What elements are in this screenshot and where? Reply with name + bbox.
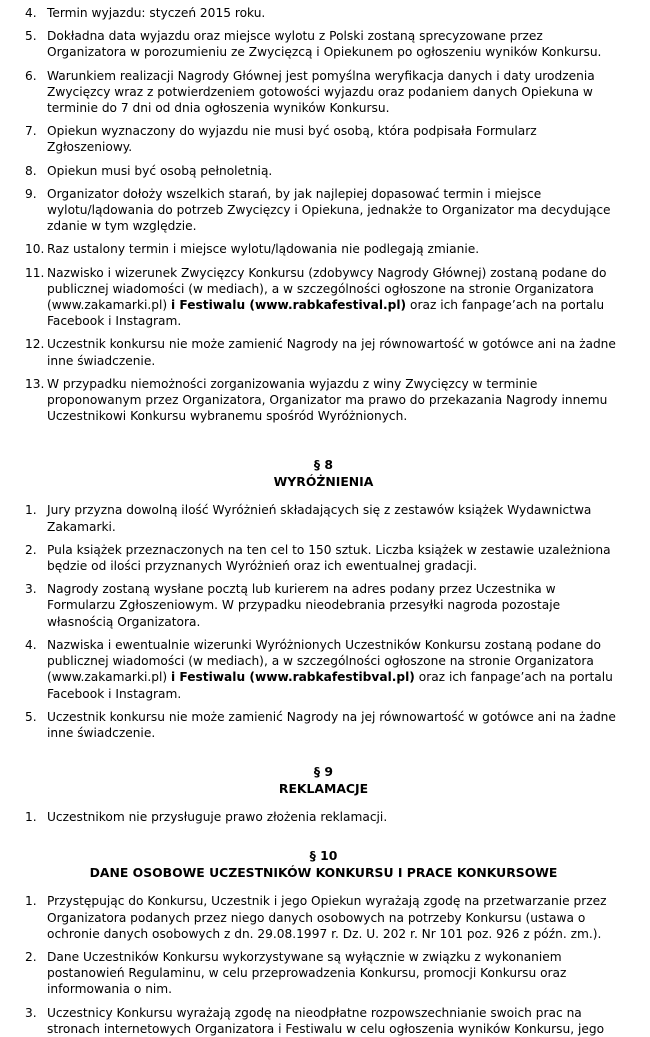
item-text: Uczestnik konkursu nie może zamienić Nagrody na jej równowartość w gotówce ani na żadne inne świadczenie. bbox=[47, 337, 616, 368]
item-number: 13. bbox=[25, 376, 45, 391]
item-text: Opiekun musi być osobą pełnoletnią. bbox=[47, 163, 273, 178]
section-title: WYRÓŻNIENIA bbox=[273, 474, 374, 490]
item-text: Uczestnicy Konkursu wyrażają zgodę na nieodpłatne rozpowszechnianie swoich prac na stronach internetowych Organizatora i Festiwalu w celu ogłoszenia wyników Konkursu, jego bbox=[47, 1005, 605, 1036]
section-number: § 10 bbox=[309, 848, 338, 864]
item-text: Nagrody zostaną wysłane pocztą lub kurierem na adres podany przez Uczestnika w Formularzu Zgłoszeniowym. W przypadku nieodebrania przesyłki nagroda pozostaje własnością Organizatora. bbox=[47, 582, 561, 629]
section-number: § 8 bbox=[313, 457, 334, 473]
item-text bbox=[47, 637, 622, 702]
item-number: 12. bbox=[25, 337, 45, 352]
list-item bbox=[25, 542, 622, 574]
list-item bbox=[25, 186, 622, 235]
item-text bbox=[47, 265, 622, 330]
item-number: 3. bbox=[25, 1005, 37, 1020]
item-text: Organizator dołoży wszelkich starań, by jak najlepiej dopasować termin i miejsce wylotu/lądowania do potrzeb Zwycięzcy i Opiekuna, jednakże to Organizator ma decydujące zdanie w tym względzie. bbox=[47, 186, 611, 234]
item-text: Uczestnikom nie przysługuje prawo złożenia reklamacji. bbox=[47, 810, 388, 825]
item-number: 4. bbox=[25, 6, 37, 20]
item-number: 9. bbox=[25, 186, 37, 201]
list-item bbox=[25, 28, 622, 60]
item-text: Termin wyjazdu: styczeń 2015 roku. bbox=[47, 6, 266, 20]
item-text: Jury przyzna dowolną ilość Wyróżnień składających się z zestawów książek Wydawnictwa Zakamarki. bbox=[47, 503, 592, 534]
item-number: 6. bbox=[25, 68, 37, 83]
item-number: 2. bbox=[25, 542, 37, 557]
item-number: 8. bbox=[25, 163, 37, 178]
list-item bbox=[25, 163, 622, 179]
item-number: 7. bbox=[25, 124, 37, 139]
item-text-part: oraz ich fanpage’ach na portalu Facebook i Instagram. bbox=[47, 298, 605, 329]
list-item bbox=[25, 265, 622, 330]
list-item bbox=[25, 502, 622, 534]
list-item bbox=[25, 893, 622, 942]
item-text-part: oraz ich fanpage’ach na portalu Facebook i Instagram. bbox=[47, 670, 613, 701]
item-number: 1. bbox=[25, 810, 37, 825]
list-item bbox=[25, 376, 622, 425]
personal-data-list bbox=[25, 893, 622, 1037]
item-text: Raz ustalony termin i miejsce wylotu/lądowania nie podlegają zmianie. bbox=[47, 242, 480, 257]
list-item bbox=[25, 1005, 622, 1037]
list-item bbox=[25, 123, 622, 155]
item-number: 11. bbox=[25, 265, 45, 280]
section-number: § 9 bbox=[313, 764, 334, 780]
complaints-list bbox=[25, 809, 622, 825]
festival-link-text: i Festiwalu (www.rabkafestibval.pl) bbox=[171, 670, 415, 685]
item-number: 2. bbox=[25, 949, 37, 964]
item-text-part: Nazwisko i wizerunek Zwycięzcy Konkursu (zdobywcy Nagrody Głównej) zostaną podane do publicznej wiadomości (w mediach), a w szczególności ogłoszone na stronie Organizatora (www.zakamarki.pl) bbox=[47, 265, 607, 313]
item-number: 1. bbox=[25, 894, 37, 909]
list-item bbox=[25, 637, 622, 702]
list-item bbox=[25, 709, 622, 741]
item-text: Dane Uczestników Konkursu wykorzystywane są wyłącznie w związku z wykonaniem postanowień Regulaminu, w celu przeprowadzenia Konkursu, promocji Konkursu oraz informowania o nim. bbox=[47, 949, 567, 997]
list-item bbox=[25, 581, 622, 630]
list-item bbox=[25, 5, 622, 21]
item-text: Dokładna data wyjazdu oraz miejsce wylotu z Polski zostaną sprecyzowane przez Organizatora w porozumieniu ze Zwycięzcą i Opiekunem po ogłoszeniu wyników Konkursu. bbox=[47, 29, 602, 60]
item-number: 5. bbox=[25, 709, 37, 724]
prize-list bbox=[25, 5, 622, 424]
item-text: Opiekun wyznaczony do wyjazdu nie musi być osobą, która podpisała Formularz Zgłoszeniowy. bbox=[47, 124, 537, 155]
list-item bbox=[25, 336, 622, 368]
item-text: Przystępując do Konkursu, Uczestnik i jego Opiekun wyrażają zgodę na przetwarzanie przez Organizatora podanych przez niego danych osobowych na potrzeby Konkursu (ustawa o ochronie danych osobowych z dn. 29.08.1997 r. Dz. U. 202 r. Nr 101 poz. 926 z późn. zm.). bbox=[47, 894, 607, 941]
list-item bbox=[25, 809, 622, 825]
list-item bbox=[25, 68, 622, 117]
item-number: 3. bbox=[25, 582, 37, 597]
item-number: 4. bbox=[25, 637, 37, 652]
list-item bbox=[25, 241, 622, 257]
item-number: 1. bbox=[25, 503, 37, 518]
festival-link-text: i Festiwalu (www.rabkafestival.pl) bbox=[171, 298, 407, 313]
item-text: Uczestnik konkursu nie może zamienić Nagrody na jej równowartość w gotówce ani na żadne inne świadczenie. bbox=[47, 709, 616, 740]
item-number: 10. bbox=[25, 242, 45, 257]
section-title: DANE OSOBOWE UCZESTNIKÓW KONKURSU I PRACE KONKURSOWE bbox=[89, 865, 558, 881]
item-number: 5. bbox=[25, 29, 37, 44]
list-item bbox=[25, 949, 622, 998]
section-title: REKLAMACJE bbox=[278, 781, 369, 797]
awards-list bbox=[25, 502, 622, 741]
item-text-part: Nazwiska i ewentualnie wizerunki Wyróżnionych Uczestników Konkursu zostaną podane do publicznej wiadomości (w mediach), a w szczególności ogłoszone na stronie Organizatora (www.zakamarki.pl) bbox=[47, 637, 601, 685]
item-text: Warunkiem realizacji Nagrody Głównej jest pomyślna weryfikacja danych i daty urodzenia Zwycięzcy wraz z potwierdzeniem gotowości wyjazdu oraz podaniem danych Opiekuna w terminie do 7 dni od dnia ogłoszenia wyników Konkursu. bbox=[47, 68, 595, 116]
item-text: W przypadku niemożności zorganizowania wyjazdu z winy Zwycięzcy w terminie proponowanym przez Organizatora, Organizator ma prawo do przekazania Nagrody innemu Uczestnikowi Konkursu wybranemu spośród Wyróżnionych. bbox=[47, 376, 608, 424]
item-text: Pula książek przeznaczonych na ten cel to 150 sztuk. Liczba książek w zestawie uzależniona będzie od ilości przyznanych Wyróżnień oraz ich ewentualnej gradacji. bbox=[47, 542, 611, 574]
